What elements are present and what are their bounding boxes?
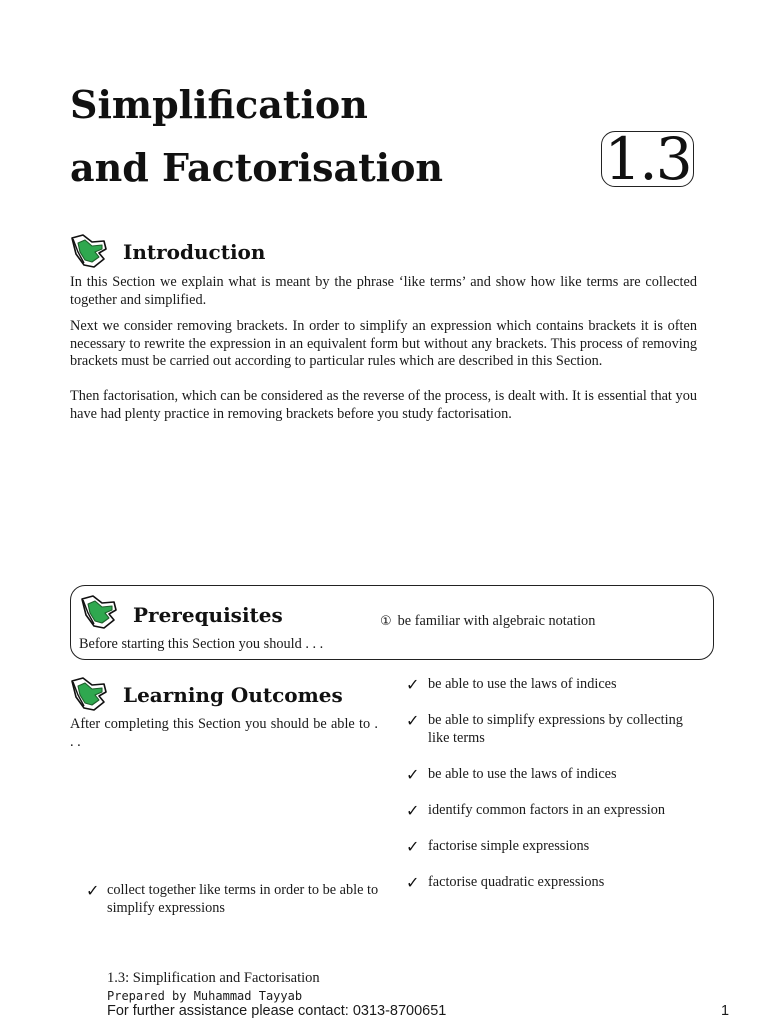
footer-prepared-by: Prepared by Muhammad Tayyab: [107, 989, 303, 1003]
circled-one-marker: ①: [380, 614, 392, 629]
page-title-line-1: Simplification: [70, 82, 368, 127]
introduction-heading: Introduction: [123, 240, 266, 264]
prerequisite-item-text: be familiar with algebraic notation: [397, 613, 596, 629]
outcome-item: be able to use the laws of indices: [428, 676, 617, 692]
outcome-item: factorise quadratic expressions: [428, 874, 605, 890]
outcome-item: collect together like terms in order to be able to simplify expressions: [107, 882, 379, 916]
prerequisites-lead: Before starting this Section you should . . .: [79, 636, 324, 652]
outcome-item: be able to simplify expressions by collecting like terms: [428, 712, 683, 746]
page-number: 1: [721, 1003, 730, 1019]
check-mark-icon: ✓: [406, 801, 420, 820]
intro-paragraph-3: Then factorisation, which can be considered as the reverse of the process, is dealt with. It is essential that you have had plenty practice in removing brackets before you study factorisation.: [70, 388, 697, 422]
check-mark-icon: ✓: [406, 837, 420, 856]
prerequisite-item: [380, 613, 595, 631]
section-number-box: [601, 125, 694, 193]
outcome-item: be able to use the laws of indices: [428, 766, 617, 782]
check-mark-icon: ✓: [86, 881, 100, 900]
outcome-item: identify common factors in an expression: [428, 802, 666, 818]
pointing-hand-icon: [69, 675, 109, 715]
pointing-hand-icon: [79, 593, 119, 633]
check-mark-icon: ✓: [406, 873, 420, 892]
learning-outcomes-lead: After completing this Section you should be able to . . .: [70, 716, 378, 750]
page-title-line-2: and Factorisation: [70, 145, 444, 190]
check-mark-icon: ✓: [406, 675, 420, 694]
learning-outcomes-heading: Learning Outcomes: [123, 683, 343, 707]
check-mark-icon: ✓: [406, 711, 420, 730]
section-number: 1.3: [604, 125, 691, 193]
check-mark-icon: ✓: [406, 765, 420, 784]
footer-section-label: 1.3: Simplification and Factorisation: [107, 970, 320, 986]
footer-contact: For further assistance please contact: 0313-8700651: [107, 1003, 447, 1019]
prerequisites-heading: Prerequisites: [133, 603, 283, 627]
outcome-item: factorise simple expressions: [428, 838, 590, 854]
intro-paragraph-2: Next we consider removing brackets. In order to simplify an expression which contains brackets it is often necessary to rewrite the expression in an equivalent form but without any brackets. This process of removing brackets must be carried out according to particular rules which are described in this Section.: [70, 318, 697, 369]
intro-paragraph-1: In this Section we explain what is meant by the phrase ‘like terms’ and show how like terms are collected together and simplified.: [70, 274, 697, 308]
pointing-hand-icon: [69, 232, 109, 272]
